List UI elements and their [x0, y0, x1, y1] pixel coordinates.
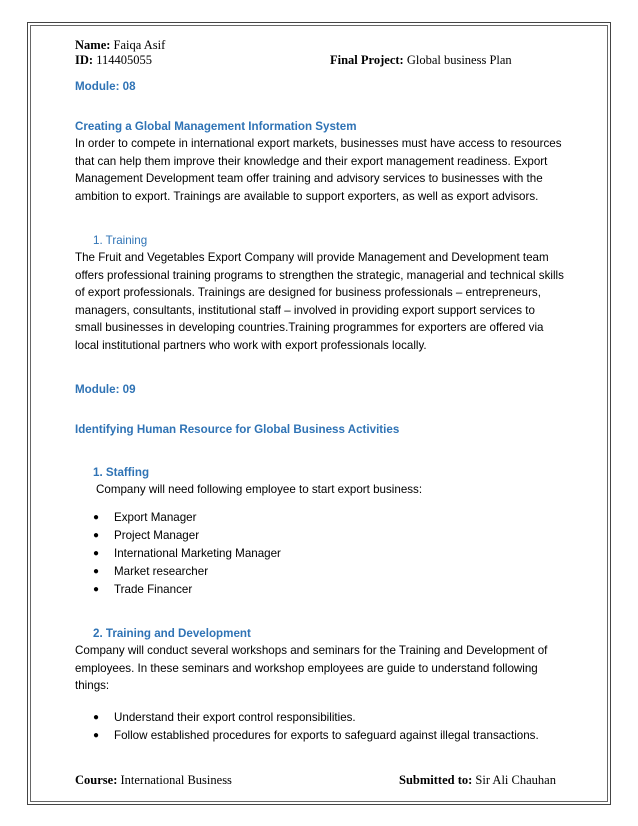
bullet-icon: ● [93, 548, 100, 559]
project-value: Global business Plan [406, 53, 512, 67]
id-value: 114405055 [96, 53, 152, 67]
footer-submitted [399, 773, 556, 788]
training-paragraph-line: of export professionals. Trainings are designed for business professionals – entrepreneurs, [75, 286, 541, 299]
submitted-label: Submitted to: [399, 773, 473, 787]
course-label: Course: [75, 773, 118, 787]
module-08-heading: Creating a Global Management Information System [75, 120, 357, 133]
training-development-line: things: [75, 679, 110, 692]
training-development-line: employees. In these seminars and workshop employees are guide to understand following [75, 662, 538, 675]
id-label: ID: [75, 53, 94, 67]
staffing-item: Export Manager [114, 511, 197, 524]
module-09-label: Module: 09 [75, 383, 136, 396]
header-name [75, 38, 165, 53]
training-paragraph-line: small businesses in developing countries.Training programmes for exporters are offered via [75, 321, 544, 334]
staffing-heading: 1. Staffing [93, 466, 150, 479]
staffing-item: Trade Financer [114, 583, 193, 596]
training-paragraph-line: The Fruit and Vegetables Export Company will provide Management and Development team [75, 251, 549, 264]
name-value: Faiqa Asif [113, 38, 166, 52]
training-paragraph-line: managers, consultants, institutional staff – involved in providing export support services to [75, 304, 535, 317]
header-id [75, 53, 152, 68]
module-09-heading: Identifying Human Resource for Global Business Activities [75, 423, 400, 436]
module-08-label: Module: 08 [75, 80, 136, 93]
bullet-icon: ● [93, 730, 100, 741]
staffing-item: Project Manager [114, 529, 200, 542]
training-paragraph-line: local institutional partners who work with export professionals locally. [75, 339, 427, 352]
bullet-icon: ● [93, 566, 100, 577]
training-item: Understand their export control responsibilities. [114, 711, 356, 724]
footer-course [75, 773, 232, 788]
training-heading: 1. Training [93, 234, 148, 247]
bullet-icon: ● [93, 712, 100, 723]
staffing-item: International Marketing Manager [114, 547, 281, 560]
staffing-item: Market researcher [114, 565, 209, 578]
training-development-heading: 2. Training and Development [93, 627, 251, 640]
training-development-line: Company will conduct several workshops and seminars for the Training and Development of [75, 644, 548, 657]
module-08-paragraph-line: ambition to export. Trainings are available to support exporters, as well as export advisors. [75, 190, 539, 203]
bullet-icon: ● [93, 530, 100, 541]
training-item: Follow established procedures for exports to safeguard against illegal transactions. [114, 729, 539, 742]
module-08-paragraph-line: In order to compete in international export markets, businesses must have access to resources [75, 137, 562, 150]
module-08-paragraph-line: Management Development team offer training and advisory services to businesses with the [75, 172, 543, 185]
course-value: International Business [120, 773, 232, 787]
module-08-paragraph-line: that can help them improve their knowledge and their export management readiness. Export [75, 155, 548, 168]
training-paragraph-line: offers professional training programs to strengthen the strategic, managerial and technical skills [75, 269, 564, 282]
submitted-value: Sir Ali Chauhan [475, 773, 556, 787]
bullet-icon: ● [93, 512, 100, 523]
name-label: Name: [75, 38, 111, 52]
staffing-intro: Company will need following employee to start export business: [96, 483, 423, 496]
project-label: Final Project: [330, 53, 404, 67]
header-project [330, 53, 512, 68]
bullet-icon: ● [93, 584, 100, 595]
